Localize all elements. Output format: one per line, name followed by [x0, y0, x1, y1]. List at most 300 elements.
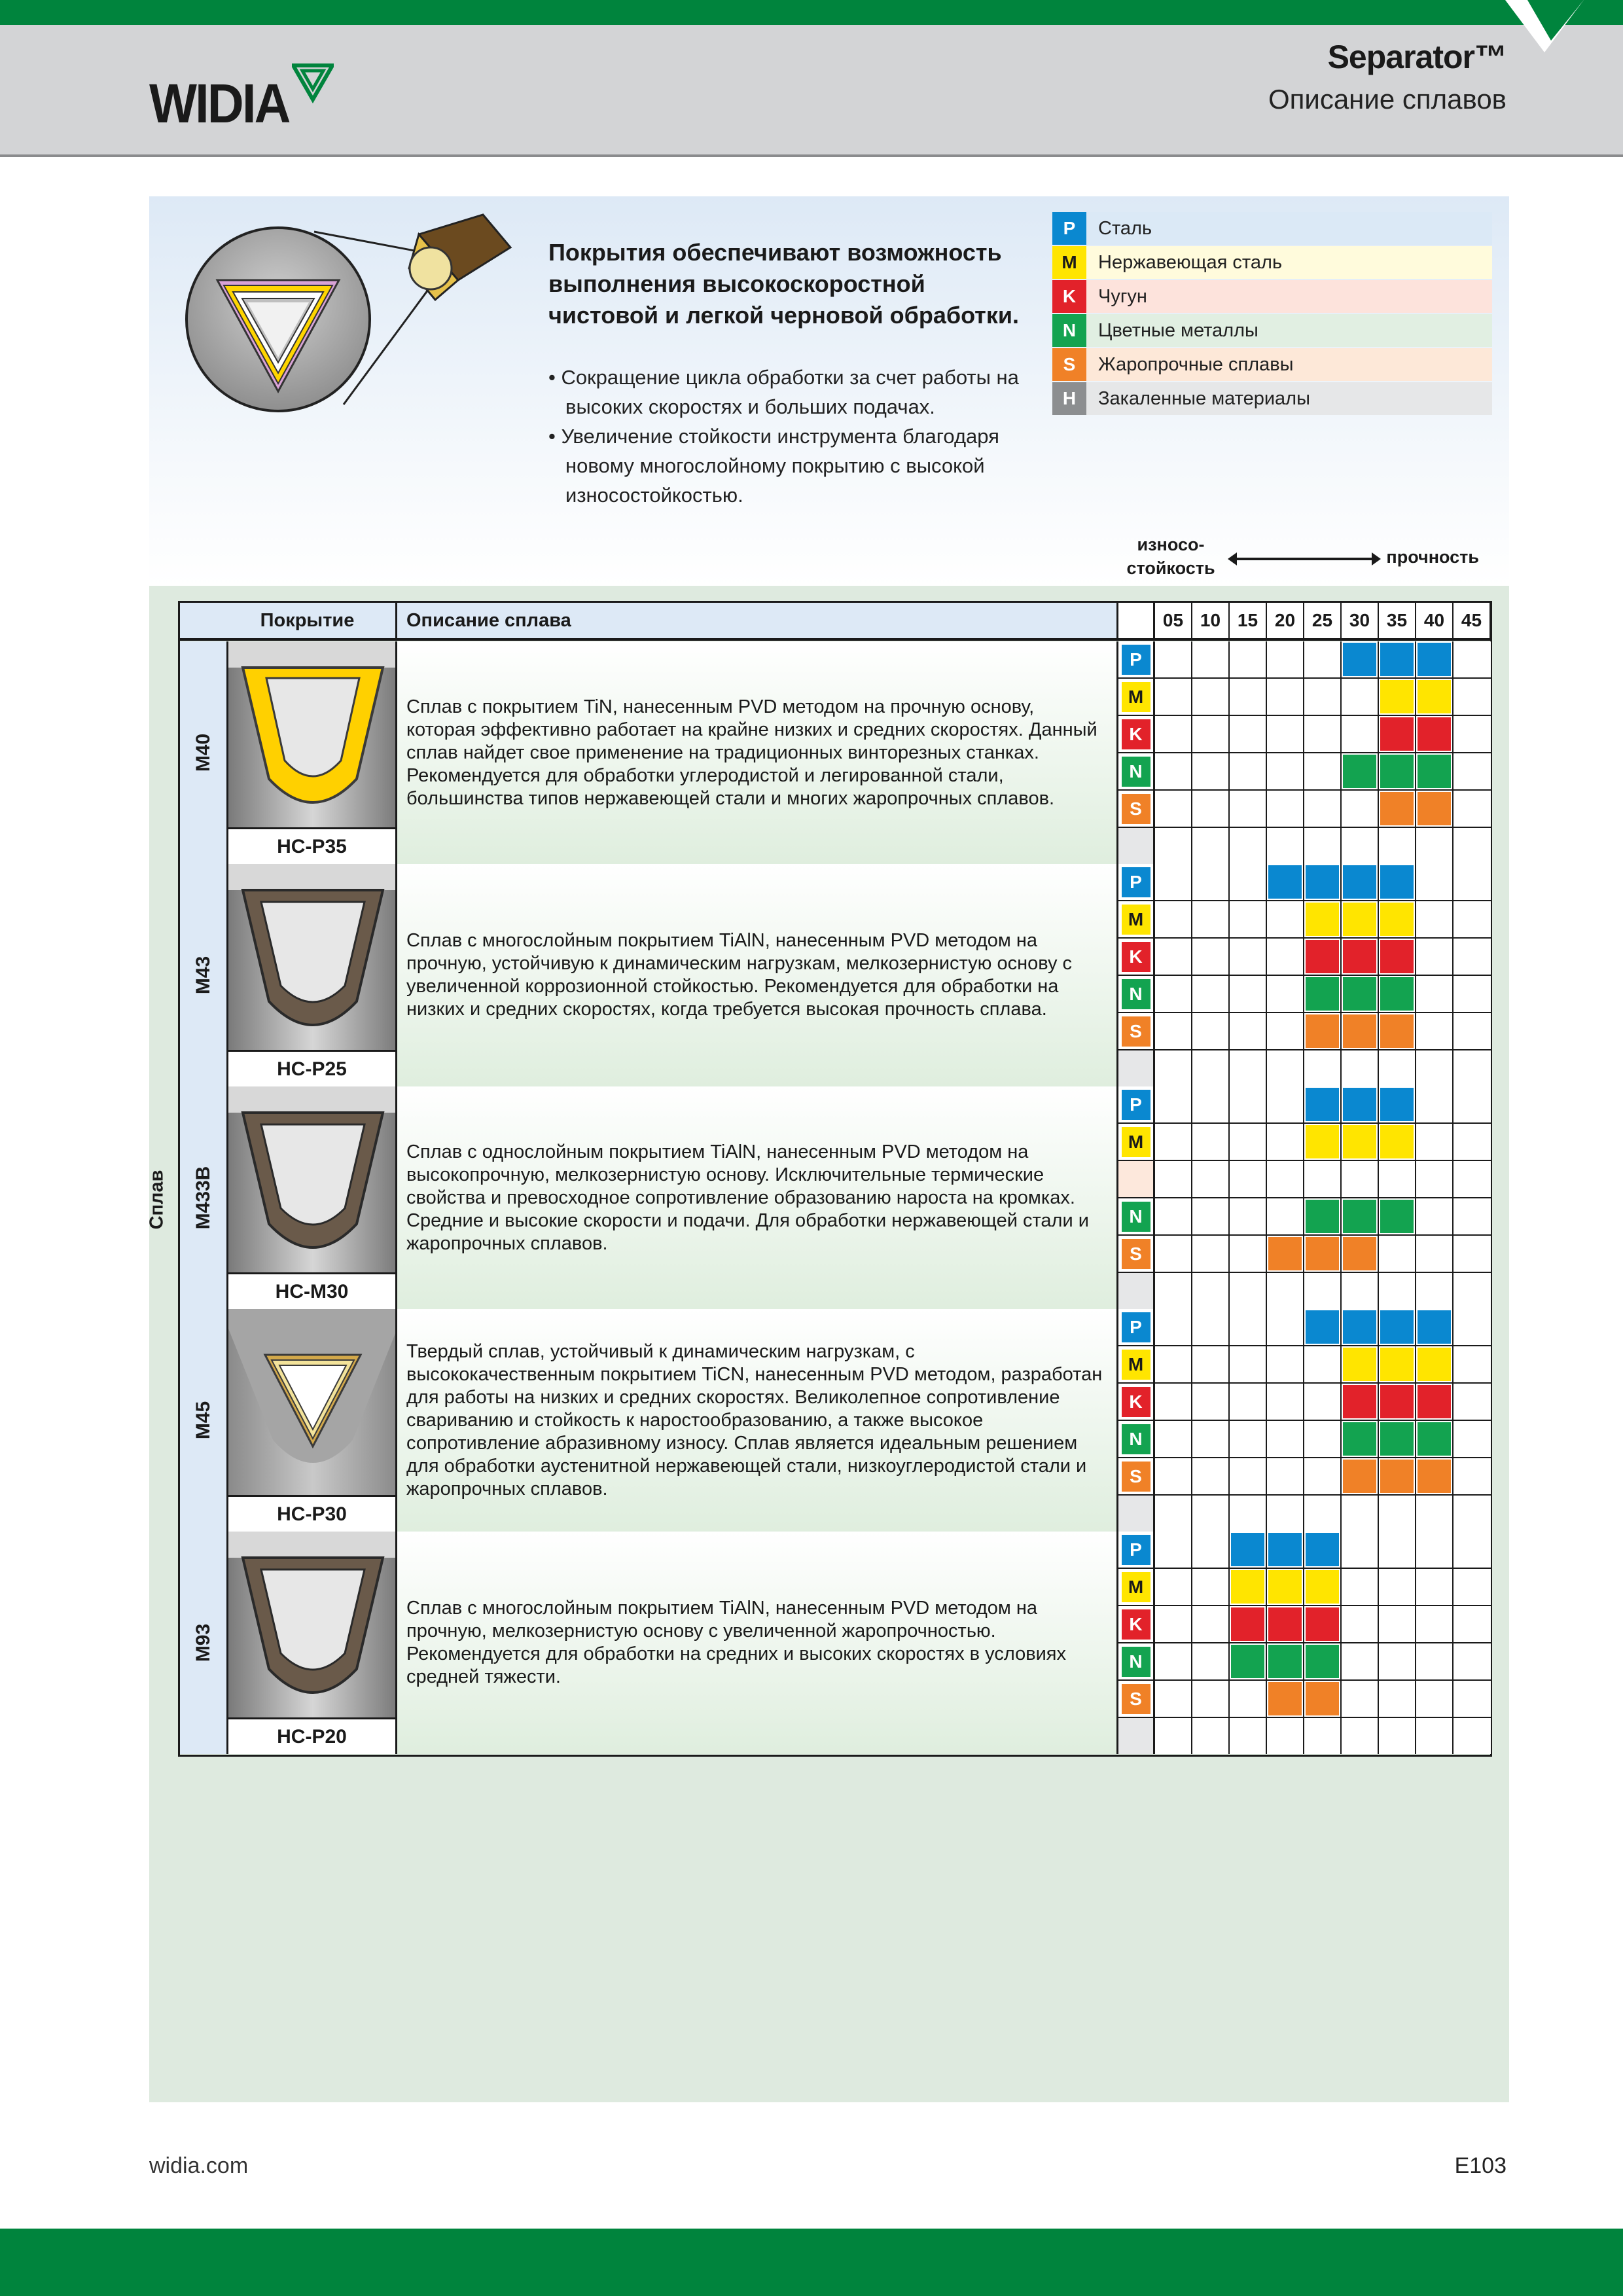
grade-section-m43 [180, 864, 1490, 1086]
grid-cell [1454, 1532, 1491, 1569]
material-badge [1118, 1384, 1153, 1421]
legend-item-m [1052, 246, 1492, 279]
grid-cell [1155, 1124, 1192, 1161]
grid-cell [1267, 1273, 1304, 1309]
footer-website[interactable]: widia.com [149, 2153, 249, 2178]
grid-cell [1155, 641, 1192, 679]
grid-cell [1230, 1309, 1267, 1346]
grid-cell [1304, 716, 1342, 753]
grid-cell [1304, 1198, 1342, 1236]
grid-cell [1454, 976, 1491, 1013]
grid-cell [1192, 1124, 1230, 1161]
grade-description [397, 864, 1118, 1086]
application-range-fill [1231, 1533, 1264, 1566]
application-range-fill [1306, 940, 1339, 973]
grid-cell [1342, 1124, 1379, 1161]
grid-cell [1230, 1346, 1267, 1384]
grid-cell [1192, 1458, 1230, 1496]
grid-cell [1192, 1681, 1230, 1718]
grid-cell [1454, 1421, 1491, 1458]
grid-cell [1230, 1086, 1267, 1124]
grid-cell [1379, 1236, 1416, 1273]
grid-cell [1416, 1198, 1454, 1236]
application-range-fill [1380, 1422, 1414, 1456]
application-range-fill [1380, 643, 1414, 676]
grade-description [397, 1532, 1118, 1754]
iso-column-header: 25 [1304, 603, 1342, 641]
grid-cell [1379, 1309, 1416, 1346]
side-label [134, 641, 180, 1759]
grid-cell [1416, 1124, 1454, 1161]
grid-cell [1342, 901, 1379, 939]
grid-cell [1342, 791, 1379, 828]
grid-cell [1454, 1273, 1491, 1309]
grid-cell [1155, 1161, 1192, 1198]
grid-cell [1304, 1458, 1342, 1496]
grid-cell [1342, 1050, 1379, 1086]
application-range-fill [1380, 1014, 1414, 1048]
badge-letter: P [1122, 1090, 1150, 1120]
grid-cell [1230, 1050, 1267, 1086]
application-range-fill [1306, 1607, 1339, 1641]
grid-cell [1230, 1569, 1267, 1606]
grid-cell [1304, 1124, 1342, 1161]
grid-cell [1192, 1198, 1230, 1236]
grid-cell [1379, 1124, 1416, 1161]
grid-cell [1304, 791, 1342, 828]
toughness-label: прочность [1386, 547, 1479, 567]
grid-cell [1342, 1013, 1379, 1050]
material-badge [1118, 1124, 1153, 1161]
grade-description [397, 1086, 1118, 1309]
application-range-fill [1343, 903, 1376, 936]
grid-cell [1379, 1198, 1416, 1236]
material-badges [1118, 641, 1155, 864]
grid-cell [1416, 1569, 1454, 1606]
material-legend [1052, 212, 1492, 416]
badge-letter: S [1122, 1684, 1150, 1714]
material-badge [1118, 1606, 1153, 1643]
badge-letter: P [1122, 645, 1150, 675]
application-range-fill [1268, 1607, 1302, 1641]
badge-letter: M [1122, 1127, 1150, 1157]
grid-cell [1454, 1384, 1491, 1421]
grid-cell [1267, 1346, 1304, 1384]
application-grid [1155, 1086, 1490, 1309]
widia-logo [149, 58, 346, 134]
grid-cell [1304, 1013, 1342, 1050]
application-range-fill [1268, 1645, 1302, 1678]
grid-cell [1230, 1718, 1267, 1754]
grid-cell [1230, 1606, 1267, 1643]
material-badge [1118, 1013, 1153, 1050]
bottom-green-bar [0, 2229, 1623, 2296]
grid-cell [1230, 1013, 1267, 1050]
grade-label [180, 1086, 228, 1309]
grid-cell [1192, 1718, 1230, 1754]
badge-letter: M [1122, 682, 1150, 712]
application-range-fill [1231, 1645, 1264, 1678]
application-range-fill [1380, 940, 1414, 973]
grid-cell [1342, 1421, 1379, 1458]
badge-letter: S [1122, 1239, 1150, 1269]
coating-code: HC-P30 [228, 1495, 397, 1532]
grid-cell [1454, 1458, 1491, 1496]
legend-badge: S [1052, 348, 1086, 381]
side-label-text: Сплав [146, 1170, 168, 1230]
grid-cell [1155, 1346, 1192, 1384]
grid-cell [1230, 1161, 1267, 1198]
grid-cell [1230, 976, 1267, 1013]
grid-cell [1454, 791, 1491, 828]
badge-letter: N [1122, 979, 1150, 1009]
application-range-fill [1306, 1533, 1339, 1566]
badge-letter: S [1122, 1462, 1150, 1492]
intro-heading: Покрытия обеспечивают возможность выполнения высокоскоростной чистовой и легкой черновой обработки. [548, 239, 1019, 329]
application-grid [1155, 641, 1490, 864]
grid-cell [1267, 1050, 1304, 1086]
badge-letter: K [1122, 1387, 1150, 1417]
grid-cell [1192, 716, 1230, 753]
material-badge [1118, 641, 1153, 679]
material-badge [1118, 753, 1153, 791]
grid-cell [1192, 1086, 1230, 1124]
application-range-fill [1343, 1460, 1376, 1493]
grid-cell [1192, 1346, 1230, 1384]
legend-label: Сталь [1086, 212, 1492, 245]
legend-item-k [1052, 280, 1492, 313]
material-badge [1118, 1050, 1153, 1086]
grid-cell [1379, 1496, 1416, 1532]
grid-cell [1454, 1086, 1491, 1124]
grid-cell [1342, 1458, 1379, 1496]
application-range-fill [1418, 1310, 1451, 1344]
grid-cell [1267, 939, 1304, 976]
grid-cell [1416, 1013, 1454, 1050]
grid-cell [1454, 679, 1491, 716]
grid-cell [1342, 1236, 1379, 1273]
grid-cell [1155, 1384, 1192, 1421]
grid-cell [1304, 1681, 1342, 1718]
insert-coating-image [228, 641, 397, 827]
material-badge [1118, 1532, 1153, 1569]
grid-cell [1230, 641, 1267, 679]
material-badge [1118, 716, 1153, 753]
grid-cell [1342, 1161, 1379, 1198]
insert-coating-image [228, 1309, 397, 1495]
grid-cell [1342, 1606, 1379, 1643]
legend-item-p [1052, 212, 1492, 245]
grid-cell [1267, 1236, 1304, 1273]
application-range-fill [1380, 977, 1414, 1011]
grid-cell [1454, 828, 1491, 864]
grid-cell [1416, 1236, 1454, 1273]
application-range-fill [1268, 1682, 1302, 1715]
grid-cell [1416, 716, 1454, 753]
application-range-fill [1380, 903, 1414, 936]
application-range-fill [1380, 680, 1414, 713]
application-range-fill [1306, 1237, 1339, 1270]
application-range-fill [1231, 1607, 1264, 1641]
application-range-fill [1418, 717, 1451, 751]
grid-cell [1342, 1718, 1379, 1754]
grid-cell [1379, 641, 1416, 679]
grid-cell [1192, 791, 1230, 828]
grade-scale-indicator [1113, 533, 1492, 585]
description-text: Сплав с многослойным покрытием TiAlN, нанесенным PVD методом на прочную, устойчивую к динамическим нагрузкам, мелкозернистую основу с увеличенной коррозионной стойкостью. Рекомендуется для обработки на низких и средних скоростях, когда требуется высокая прочность сплава. [406, 930, 1073, 1020]
insert-coating-image [228, 1532, 397, 1717]
material-badge [1118, 1718, 1153, 1754]
grid-cell [1342, 1086, 1379, 1124]
grid-cell [1342, 1643, 1379, 1681]
logo-triangle-icon [292, 63, 334, 105]
grid-cell [1416, 641, 1454, 679]
grid-cell [1342, 864, 1379, 901]
grid-cell [1454, 1346, 1491, 1384]
grid-cell [1454, 1643, 1491, 1681]
grid-cell [1416, 1532, 1454, 1569]
grid-cell [1379, 679, 1416, 716]
grid-cell [1342, 1681, 1379, 1718]
grade-section-m40 [180, 641, 1490, 864]
grid-cell [1267, 1569, 1304, 1606]
wear-label-line2: стойкость [1126, 558, 1215, 578]
application-range-fill [1380, 755, 1414, 788]
grid-cell [1192, 1643, 1230, 1681]
grid-cell [1192, 1496, 1230, 1532]
page-number: E103 [1454, 2153, 1507, 2178]
application-range-fill [1268, 1237, 1302, 1270]
grid-cell [1304, 1643, 1342, 1681]
grid-cell [1454, 1718, 1491, 1754]
grid-cell [1454, 753, 1491, 791]
application-range-fill [1306, 1682, 1339, 1715]
grid-cell [1267, 1458, 1304, 1496]
grid-cell [1192, 1606, 1230, 1643]
grid-cell [1454, 1236, 1491, 1273]
grid-cell [1416, 753, 1454, 791]
application-range-fill [1306, 1570, 1339, 1604]
grid-cell [1379, 901, 1416, 939]
grid-cell [1230, 1421, 1267, 1458]
grid-cell [1155, 1086, 1192, 1124]
grid-cell [1416, 1681, 1454, 1718]
description-text: Сплав с однослойным покрытием TiAlN, нанесенным PVD методом на высокопрочную, мелкозернистую основу. Исключительные термические свойства и превосходное сопротивление образованию нароста на кромках. Средние и высокие скорости и подачи. Для обработки нержавеющей стали и жаропрочных сплавов. [406, 1141, 1089, 1254]
grid-cell [1416, 828, 1454, 864]
badge-letter: P [1122, 1312, 1150, 1342]
material-badges [1118, 1532, 1155, 1754]
grid-cell [1230, 864, 1267, 901]
material-badge [1118, 1569, 1153, 1606]
description-text: Сплав с многослойным покрытием TiAlN, нанесенным PVD методом на прочную, мелкозернистую основу с увеличенной жаропрочностью. Рекомендуется для обработки на средних и высоких скоростях в условиях средней тяжести. [406, 1598, 1067, 1687]
application-range-fill [1343, 977, 1376, 1011]
grade-section-m93 [180, 1532, 1490, 1754]
grid-cell [1379, 791, 1416, 828]
grid-cell [1267, 1532, 1304, 1569]
legend-label: Чугун [1086, 280, 1492, 313]
application-range-fill [1418, 680, 1451, 713]
grade-label [180, 641, 228, 864]
grid-cell [1342, 1273, 1379, 1309]
grid-cell [1304, 1346, 1342, 1384]
grid-cell [1267, 1086, 1304, 1124]
application-range-fill [1306, 1200, 1339, 1233]
grid-cell [1304, 753, 1342, 791]
legend-label: Закаленные материалы [1086, 382, 1492, 415]
grid-cell [1155, 1718, 1192, 1754]
grid-cell [1416, 864, 1454, 901]
grid-cell [1192, 1013, 1230, 1050]
grid-cell [1379, 1384, 1416, 1421]
badge-letter: K [1122, 1609, 1150, 1640]
grid-cell [1342, 1496, 1379, 1532]
grid-cell [1267, 716, 1304, 753]
grid-cell [1267, 1124, 1304, 1161]
material-badge [1118, 939, 1153, 976]
application-range-fill [1380, 1385, 1414, 1418]
grid-cell [1192, 679, 1230, 716]
grid-cell [1342, 716, 1379, 753]
badge-letter: S [1122, 1016, 1150, 1047]
grid-cell [1454, 1050, 1491, 1086]
grid-cell [1304, 1086, 1342, 1124]
grid-cell [1416, 1050, 1454, 1086]
grid-cell [1416, 679, 1454, 716]
grid-cell [1416, 939, 1454, 976]
iso-column-header: 10 [1192, 603, 1230, 641]
grid-cell [1267, 1198, 1304, 1236]
grid-cell [1192, 1384, 1230, 1421]
grade-name: M40 [192, 733, 214, 772]
grid-cell [1304, 976, 1342, 1013]
grid-cell [1230, 753, 1267, 791]
badge-letter: M [1122, 1350, 1150, 1380]
grid-cell [1155, 1606, 1192, 1643]
grid-cell [1454, 641, 1491, 679]
application-range-fill [1231, 1570, 1264, 1604]
badge-letter: N [1122, 1424, 1150, 1454]
application-range-fill [1380, 1460, 1414, 1493]
application-range-fill [1343, 1200, 1376, 1233]
application-range-fill [1343, 865, 1376, 899]
grid-cell [1304, 1236, 1342, 1273]
grid-cell [1192, 864, 1230, 901]
grid-cell [1416, 1384, 1454, 1421]
application-range-fill [1306, 1645, 1339, 1678]
grid-cell [1342, 1309, 1379, 1346]
grid-cell [1342, 641, 1379, 679]
grid-cell [1192, 1421, 1230, 1458]
application-range-fill [1343, 1014, 1376, 1048]
grid-cell [1267, 641, 1304, 679]
page-title: Separator™ [1327, 39, 1507, 75]
insert-illustration [177, 208, 530, 431]
grid-cell [1342, 939, 1379, 976]
grid-cell [1379, 1606, 1416, 1643]
material-badge [1118, 976, 1153, 1013]
grid-cell [1267, 791, 1304, 828]
grid-cell [1379, 1569, 1416, 1606]
grid-cell [1304, 1606, 1342, 1643]
grid-cell [1155, 864, 1192, 901]
grid-cell [1155, 901, 1192, 939]
application-range-fill [1306, 1125, 1339, 1158]
grid-cell [1155, 1458, 1192, 1496]
grid-cell [1342, 1384, 1379, 1421]
grid-cell [1342, 1198, 1379, 1236]
grid-cell [1416, 791, 1454, 828]
grid-cell [1454, 901, 1491, 939]
material-badges [1118, 864, 1155, 1086]
legend-badge: K [1052, 280, 1086, 313]
wear-resistance-label [1113, 533, 1229, 580]
description-text: Твердый сплав, устойчивый к динамическим нагрузкам, с высококачественным покрытием TiCN, нанесенным PVD методом, разработан для работы на низких и средних скоростях. Великолепное сопротивление свариванию и стойкость к наростообразованию, а также высокое сопротивление абразивному износу. Сплав является идеальным решением для обработки аустенитной нержавеющей стали, низкоуглеродистой стали и жаропрочных сплавов. [406, 1340, 1103, 1499]
intro-bullets [548, 363, 1020, 510]
application-range-fill [1268, 1570, 1302, 1604]
grid-cell [1192, 1569, 1230, 1606]
legend-badge: N [1052, 314, 1086, 347]
application-range-fill [1343, 1422, 1376, 1456]
grid-cell [1416, 1606, 1454, 1643]
iso-column-header: 40 [1416, 603, 1454, 641]
grade-label [180, 1309, 228, 1532]
application-range-fill [1380, 1125, 1414, 1158]
grid-cell [1416, 1346, 1454, 1384]
application-grid [1155, 864, 1490, 1086]
application-range-fill [1418, 1348, 1451, 1381]
iso-column-header: 35 [1379, 603, 1416, 641]
application-range-fill [1268, 1533, 1302, 1566]
legend-badge: P [1052, 212, 1086, 245]
grid-cell [1155, 976, 1192, 1013]
material-badge [1118, 791, 1153, 828]
grid-cell [1230, 1273, 1267, 1309]
grid-cell [1304, 1532, 1342, 1569]
grid-cell [1230, 901, 1267, 939]
intro-bullet: • Сокращение цикла обработки за счет работы на высоких скоростях и больших подачах. [548, 363, 1020, 422]
grid-cell [1379, 1458, 1416, 1496]
badge-letter: N [1122, 1647, 1150, 1677]
legend-badge: H [1052, 382, 1086, 415]
grid-cell [1155, 1532, 1192, 1569]
grid-cell [1304, 1496, 1342, 1532]
grid-cell [1230, 1124, 1267, 1161]
grid-cell [1379, 1643, 1416, 1681]
grid-cell [1304, 1050, 1342, 1086]
grid-cell [1304, 828, 1342, 864]
grid-cell [1379, 864, 1416, 901]
application-range-fill [1306, 1310, 1339, 1344]
grade-label [180, 1532, 228, 1754]
grid-cell [1267, 828, 1304, 864]
grid-cell [1304, 1309, 1342, 1346]
grid-cell [1267, 1421, 1304, 1458]
badge-letter: K [1122, 719, 1150, 749]
grid-cell [1454, 864, 1491, 901]
grid-cell [1454, 939, 1491, 976]
grade-label [180, 864, 228, 1086]
description-text: Сплав с покрытием TiN, нанесенным PVD методом на прочную основу, которая эффективно работает на крайне низких и средних скоростях. Данный сплав найдет свое применение на традиционных винторезных станках. Рекомендуется для обработки углеродистой и легированной стали, большинства типов нержавеющей стали и многих жаропрочных сплавов. [406, 696, 1097, 809]
grid-cell [1416, 1496, 1454, 1532]
legend-item-s [1052, 348, 1492, 381]
grid-cell [1416, 1273, 1454, 1309]
grid-cell [1304, 1718, 1342, 1754]
grid-cell [1304, 864, 1342, 901]
grid-cell [1230, 1532, 1267, 1569]
application-range-fill [1380, 1200, 1414, 1233]
grid-cell [1379, 1013, 1416, 1050]
grid-cell [1379, 716, 1416, 753]
